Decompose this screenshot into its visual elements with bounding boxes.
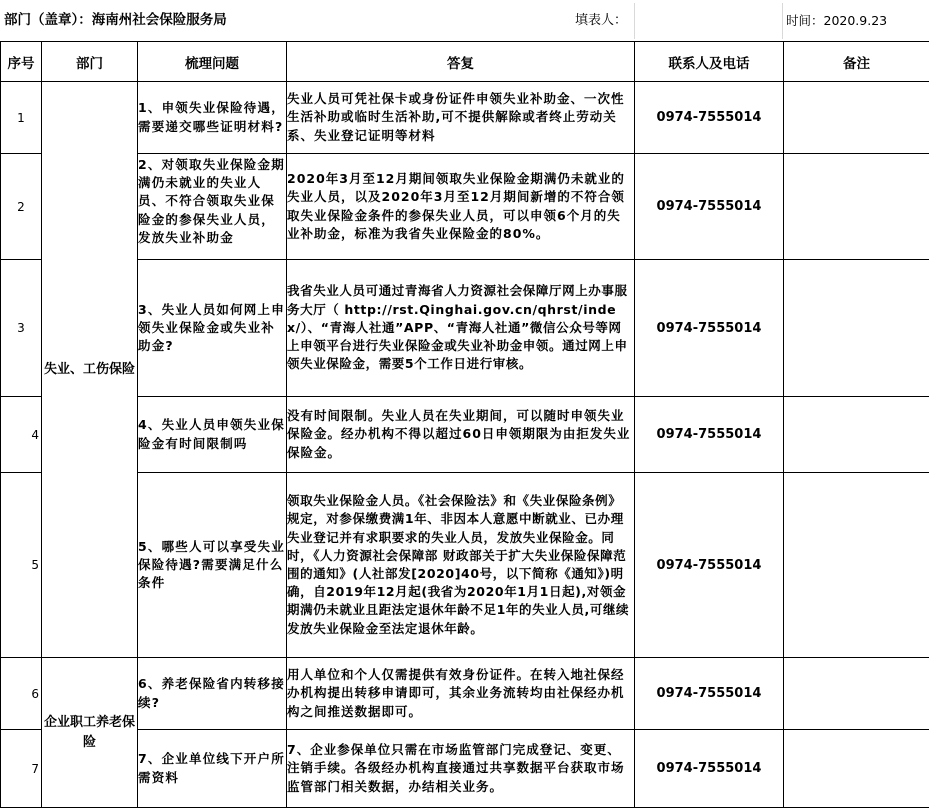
row-question: 5、哪些人可以享受失业保险待遇?需要满足什么条件 [138, 473, 287, 658]
table-row [1, 154, 929, 260]
row-phone: 0974-7555014 [635, 154, 784, 260]
col-answer-header: 答复 [287, 42, 635, 82]
header-department: 部门（盖章）：海南州社会保险服务局 [4, 12, 227, 28]
row-question: 6、养老保险省内转移接续? [138, 658, 287, 730]
row-question: 2、对领取失业保险金期满仍未就业的失业人员、不符合领取失业保险金的参保失业人员，发放失业补助金 [138, 154, 287, 260]
table-row [1, 730, 929, 808]
row-remark[interactable] [784, 397, 929, 473]
col-seq-header: 序号 [1, 42, 42, 82]
row-phone: 0974-7555014 [635, 82, 784, 154]
header-time: 时间：2020.9.23 [786, 13, 888, 28]
dept-group-pension: 企业职工养老保险 [42, 658, 138, 808]
filler-value-cell[interactable] [634, 3, 783, 39]
row-seq: 7 [1, 730, 42, 808]
row-question: 1、申领失业保险待遇，需要递交哪些证明材料? [138, 82, 287, 154]
row-answer: 用人单位和个人仅需提供有效身份证件。在转入地社保经办机构提出转移申请即可，其余业务流转均由社保经办机构之间推送数据即可。 [287, 658, 635, 730]
row-seq: 4 [1, 397, 42, 473]
table-row [1, 658, 929, 730]
row-phone: 0974-7555014 [635, 730, 784, 808]
row-seq: 1 [1, 82, 42, 154]
col-issue-header: 梳理问题 [138, 42, 287, 82]
row-question: 7、企业单位线下开户所需资料 [138, 730, 287, 808]
row-seq: 5 [1, 473, 42, 658]
row-remark[interactable] [784, 730, 929, 808]
row-answer: 没有时间限制。失业人员在失业期间，可以随时申领失业保险金。经办机构不得以超过60日申领期限为由拒发失业保险金。 [287, 397, 635, 473]
col-contact-header: 联系人及电话 [635, 42, 784, 82]
row-seq: 6 [1, 658, 42, 730]
qa-table [0, 41, 929, 808]
row-remark[interactable] [784, 658, 929, 730]
row-seq: 3 [1, 260, 42, 397]
row-phone: 0974-7555014 [635, 473, 784, 658]
row-remark[interactable] [784, 82, 929, 154]
row-remark[interactable] [784, 260, 929, 397]
table-row [1, 260, 929, 397]
row-answer: 失业人员可凭社保卡或身份证件申领失业补助金、一次性生活补助或临时生活补助,可不提供解除或者终止劳动关系、失业登记证明等材料 [287, 82, 635, 154]
row-phone: 0974-7555014 [635, 658, 784, 730]
row-remark[interactable] [784, 154, 929, 260]
header-filler-label: 填表人： [575, 13, 628, 28]
row-question: 4、失业人员申领失业保险金有时间限制吗 [138, 397, 287, 473]
table-header-row [1, 42, 929, 82]
col-dept-header: 部门 [42, 42, 138, 82]
row-question: 3、失业人员如何网上申领失业保险金或失业补助金? [138, 260, 287, 397]
row-answer: 领取失业保险金人员。《社会保险法》和《失业保险条例》规定，对参保缴费满1年、非因本人意愿中断就业、已办理失业登记并有求职要求的失业人员，发放失业保险金。同时，《人力资源社会保障部 财政部关于扩大失业保险保障范围的通知》(人社部发[2020]40号，以下简称《通知》)明确，自2019年12月起(我省为2020年1月1日起),对领金期满仍未就业且距法定退休年龄不足1年的失业人员,可继续发放失业保险金至法定退休年龄。 [287, 473, 635, 658]
row-phone: 0974-7555014 [635, 397, 784, 473]
row-seq: 2 [1, 154, 42, 260]
table-row [1, 473, 929, 658]
row-answer: 7、企业参保单位只需在市场监管部门完成登记、变更、注销手续。各级经办机构直接通过共享数据平台获取市场监管部门相关数据，办结相关业务。 [287, 730, 635, 808]
row-remark[interactable] [784, 473, 929, 658]
table-row [1, 82, 929, 154]
row-answer: 2020年3月至12月期间领取失业保险金期满仍未就业的失业人员，以及2020年3月至12月期间新增的不符合领取失业保险金条件的参保失业人员，可以申领6个月的失业补助金，标准为我省失业保险金的80%。 [287, 154, 635, 260]
dept-group-unemployment: 失业、工伤保险 [42, 82, 138, 658]
table-row [1, 397, 929, 473]
row-answer: 我省失业人员可通过青海省人力资源社会保障厅网上办事服务大厅（ http://rst.Qinghai.gov.cn/qhrst/index/）、“青海人社通”APP、“青海人社通”微信公众号等网上申领平台进行失业保险金或失业补助金申领。通过网上申领失业保险金，需要5个工作日进行审核。 [287, 260, 635, 397]
col-remark-header: 备注 [784, 42, 929, 82]
row-phone: 0974-7555014 [635, 260, 784, 397]
